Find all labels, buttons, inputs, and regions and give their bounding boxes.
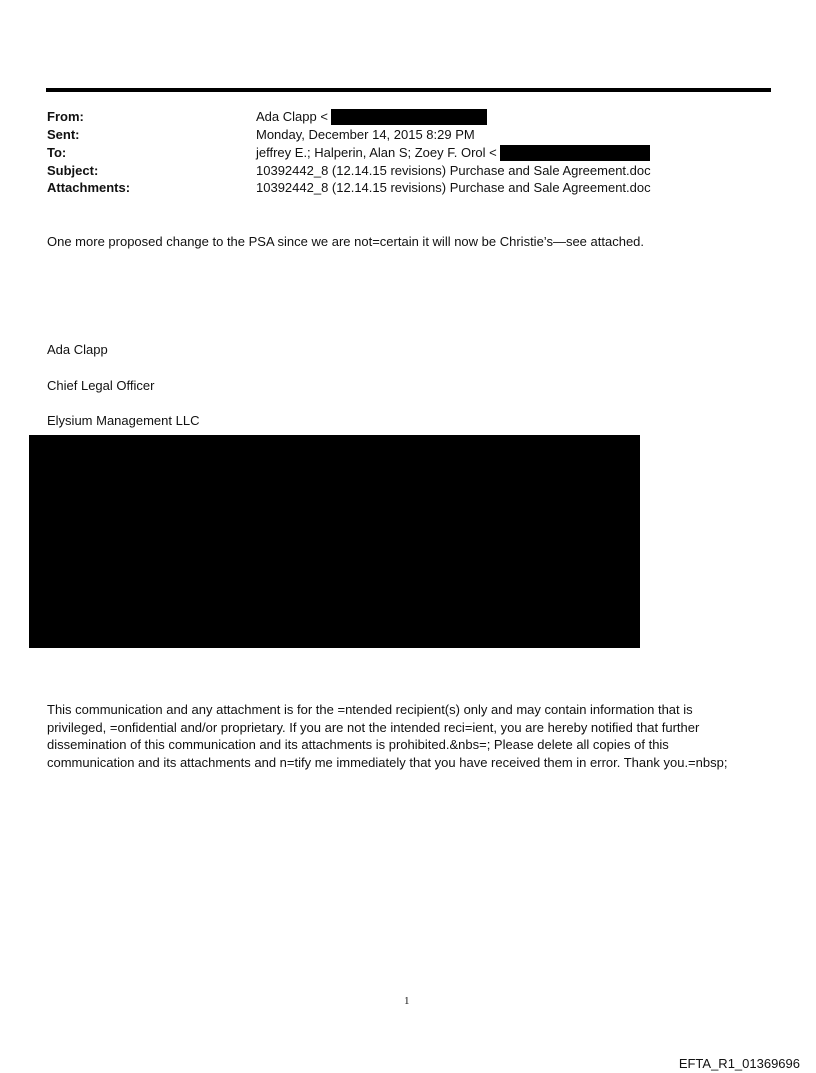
header-rule xyxy=(46,88,771,92)
signature-name: Ada Clapp xyxy=(47,342,108,357)
from-row xyxy=(47,108,487,125)
sent-row xyxy=(47,126,475,143)
disclaimer-line: communication and its attachments and n=tify me immediately that you have received them in error. Thank you.=nbsp; xyxy=(47,754,728,770)
from-value: Ada Clapp < xyxy=(256,109,328,124)
from-label: From: xyxy=(47,109,84,124)
redaction-to-email xyxy=(500,145,650,161)
page-number: 1 xyxy=(404,995,410,1007)
to-row xyxy=(47,144,650,161)
subject-row xyxy=(47,162,651,179)
signature-title: Chief Legal Officer xyxy=(47,378,155,393)
to-label: To: xyxy=(47,145,67,160)
subject-label: Subject: xyxy=(47,163,99,178)
attachments-label: Attachments: xyxy=(47,180,131,195)
signature-company: Elysium Management LLC xyxy=(47,413,200,428)
attachment-link[interactable]: 10392442_8 (12.14.15 revisions) Purchase and Sale Agreement.doc xyxy=(256,180,651,195)
subject-value: 10392442_8 (12.14.15 revisions) Purchase and Sale Agreement.doc xyxy=(256,163,651,178)
redaction-from-email xyxy=(331,109,487,125)
disclaimer-line: privileged, =onfidential and/or proprietary. If you are not the intended reci=ient, you are hereby notified that further xyxy=(47,719,700,735)
document-id: EFTA_R1_01369696 xyxy=(678,1056,800,1071)
disclaimer-line: dissemination of this communication and its attachments is prohibited.&nbs=; Please delete all copies of this xyxy=(47,737,669,752)
redaction-signature-block xyxy=(29,435,640,648)
attachments-row xyxy=(47,179,651,196)
to-value: jeffrey E.; Halperin, Alan S; Zoey F. Orol < xyxy=(256,145,497,160)
message-body: One more proposed change to the PSA since we are not=certain it will now be Christie’s—see attached. xyxy=(47,234,645,249)
sent-value: Monday, December 14, 2015 8:29 PM xyxy=(256,127,475,142)
disclaimer-line: This communication and any attachment is for the =ntended recipient(s) only and may contain information that is xyxy=(47,702,693,717)
sent-label: Sent: xyxy=(47,127,80,142)
